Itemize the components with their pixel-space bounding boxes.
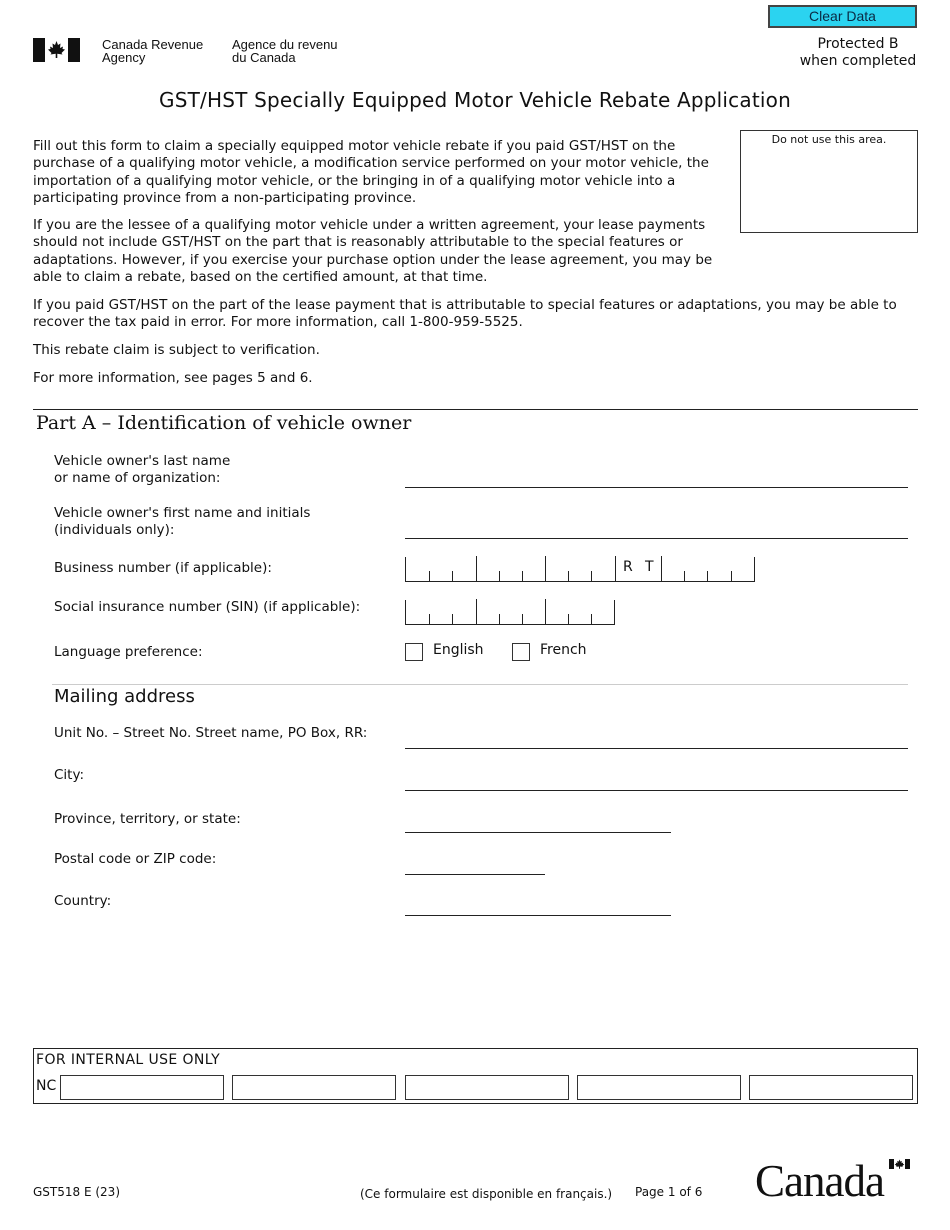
business-number-r: R xyxy=(623,559,633,575)
internal-field-2[interactable] xyxy=(232,1075,396,1100)
intro-paragraph-2: If you are the lessee of a qualifying motor vehicle under a written agreement, your lease payments should not include GST/HST on the part that is reasonably attributable to the special features or adaptations. However, if you exercise your purchase option under the lease agreement, you may be able to claim a rebate, based on the certified amount, at that time. xyxy=(33,217,713,286)
sin-label: Social insurance number (SIN) (if applicable): xyxy=(54,599,361,615)
section-divider xyxy=(33,409,918,410)
clear-data-button[interactable]: Clear Data xyxy=(768,5,917,28)
mailing-address-title: Mailing address xyxy=(54,686,195,707)
language-label: Language preference: xyxy=(54,644,203,660)
reserved-area xyxy=(740,130,918,233)
city-label: City: xyxy=(54,767,85,783)
postal-code-label: Postal code or ZIP code: xyxy=(54,851,217,867)
agency-name-english: Canada Revenue Agency xyxy=(102,37,204,65)
province-field[interactable] xyxy=(405,832,671,833)
canada-wordmark xyxy=(755,1155,910,1199)
last-name-label: Vehicle owner's last name or name of organization: xyxy=(54,453,231,486)
internal-use-title: FOR INTERNAL USE ONLY xyxy=(36,1052,221,1068)
protected-label: Protected B xyxy=(817,36,899,52)
when-completed-label: when completed xyxy=(799,53,917,69)
intro-paragraph-3: If you paid GST/HST on the part of the lease payment that is attributable to special features or adaptations, you may be able to recover the tax paid in error. For more information, call 1-800-959-5525. xyxy=(33,297,897,331)
business-number-label: Business number (if applicable): xyxy=(54,560,272,576)
french-checkbox[interactable] xyxy=(512,643,530,661)
wordmark-flag-icon xyxy=(889,1159,910,1169)
form-identifier: GST518 E (23) xyxy=(33,1185,120,1199)
french-label: French xyxy=(540,642,587,658)
mailing-divider xyxy=(52,684,908,685)
part-a-title: Part A – Identification of vehicle owner xyxy=(36,412,412,434)
canada-flag-icon xyxy=(33,38,80,62)
french-availability-note: (Ce formulaire est disponible en français.) xyxy=(360,1187,613,1201)
country-label: Country: xyxy=(54,893,112,909)
english-label: English xyxy=(433,642,484,658)
internal-field-5[interactable] xyxy=(749,1075,913,1100)
first-name-label: Vehicle owner's first name and initials (individuals only): xyxy=(54,505,311,538)
english-checkbox[interactable] xyxy=(405,643,423,661)
intro-paragraph-4: This rebate claim is subject to verification. xyxy=(33,342,320,358)
internal-field-4[interactable] xyxy=(577,1075,741,1100)
intro-paragraph-5: For more information, see pages 5 and 6. xyxy=(33,370,313,386)
nc-label: NC xyxy=(36,1078,57,1094)
protected-notice xyxy=(790,36,926,70)
agency-name-french: Agence du revenu du Canada xyxy=(232,37,338,65)
country-field[interactable] xyxy=(405,915,671,916)
last-name-field[interactable] xyxy=(405,487,908,488)
sin-field[interactable] xyxy=(405,600,615,625)
business-number-t: T xyxy=(645,559,654,575)
reserved-area-label: Do not use this area. xyxy=(771,133,887,146)
canada-wordmark-text: Canada xyxy=(755,1156,884,1199)
internal-field-3[interactable] xyxy=(405,1075,569,1100)
business-number-field[interactable] xyxy=(405,557,755,582)
postal-code-field[interactable] xyxy=(405,874,545,875)
street-field[interactable] xyxy=(405,748,908,749)
city-field[interactable] xyxy=(405,790,908,791)
form-title: GST/HST Specially Equipped Motor Vehicle Rebate Application xyxy=(159,88,791,112)
street-label: Unit No. – Street No. Street name, PO Box, RR: xyxy=(54,725,368,741)
province-label: Province, territory, or state: xyxy=(54,811,241,827)
internal-field-1[interactable] xyxy=(60,1075,224,1100)
first-name-field[interactable] xyxy=(405,538,908,539)
intro-paragraph-1: Fill out this form to claim a specially equipped motor vehicle rebate if you paid GST/HST on the purchase of a qualifying motor vehicle, a modification service performed on your motor vehicle, the importation of a qualifying motor vehicle, or the bringing in of a qualifying motor vehicle into a participating province from a non-participating province. xyxy=(33,138,709,207)
page-number: Page 1 of 6 xyxy=(635,1185,703,1199)
